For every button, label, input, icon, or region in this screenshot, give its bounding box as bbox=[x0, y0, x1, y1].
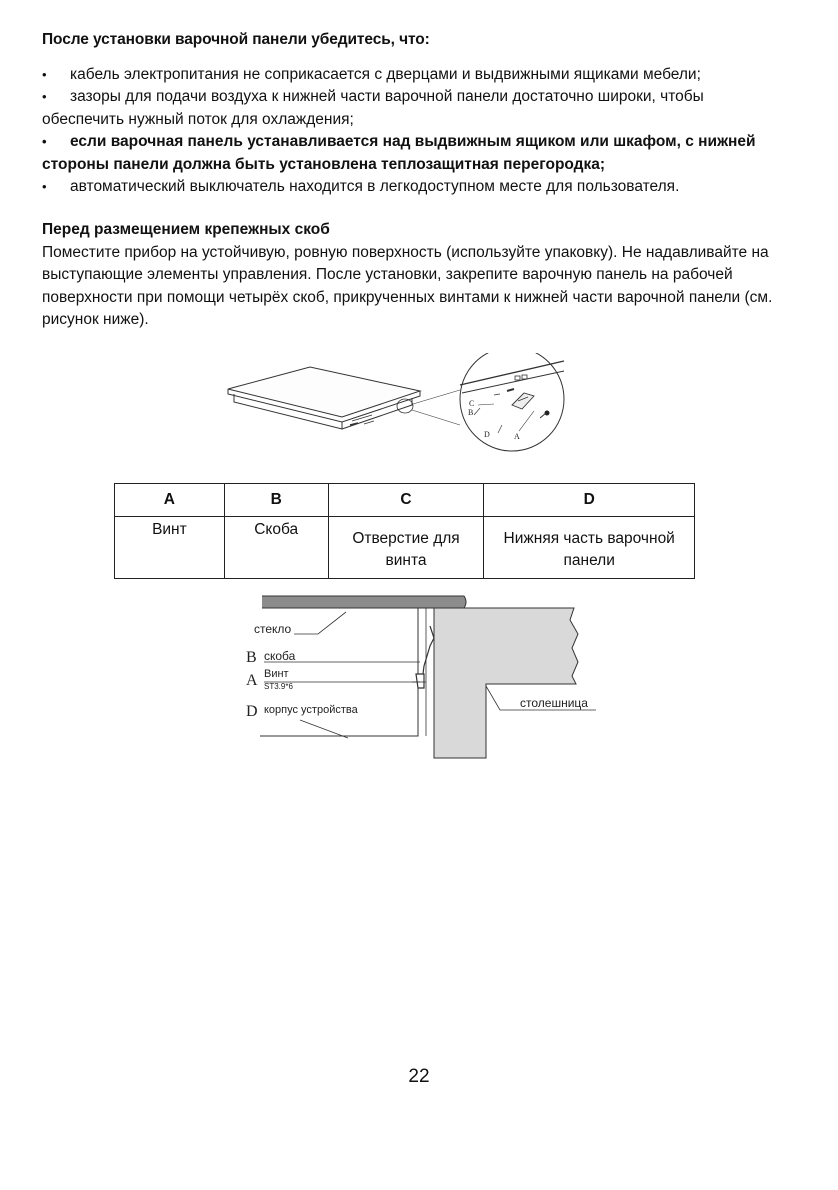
checklist-item: • зазоры для подачи воздуха к нижней части варочной панели достаточно широки, чтобы обеспечить нужный поток для охлаждения; bbox=[42, 88, 704, 128]
table-cell: Нижняя часть варочной панели bbox=[484, 517, 695, 579]
label-screw-spec: ST3.9*6 bbox=[264, 682, 293, 691]
section-title: Перед размещением крепежных скоб bbox=[42, 221, 330, 238]
checklist-item: • кабель электропитания не соприкасается с дверцами и выдвижными ящиками мебели; bbox=[42, 64, 772, 86]
bullet-icon: • bbox=[42, 67, 47, 82]
countertop-block bbox=[434, 608, 578, 758]
checklist-heading: После установки варочной панели убедитесь, что: bbox=[42, 31, 430, 48]
checklist-item-warning: • если варочная панель устанавливается над выдвижным ящиком или шкафом, с нижней стороны панели должна быть установлена теплозащитная перегородка; bbox=[42, 133, 756, 173]
bullet-icon: • bbox=[42, 134, 47, 150]
checklist-item: • автоматический выключатель находится в легкодоступном месте для пользователя. bbox=[42, 176, 772, 198]
hob-bracket-diagram bbox=[222, 353, 574, 453]
table-cell: Скоба bbox=[224, 517, 328, 579]
bracket-section bbox=[42, 219, 782, 332]
hob-perspective bbox=[228, 367, 460, 429]
glass-plate bbox=[262, 596, 466, 608]
label-b: B bbox=[468, 408, 474, 417]
label-bracket: скоба bbox=[264, 649, 296, 663]
table-cell: Винт bbox=[115, 517, 225, 579]
label-d: D bbox=[484, 430, 490, 439]
letter-b: B bbox=[246, 649, 257, 666]
table-header-cell: C bbox=[328, 484, 484, 517]
label-screw: Винт bbox=[264, 668, 289, 680]
bullet-icon: • bbox=[42, 179, 47, 195]
table-cell: Отверстие для винта bbox=[328, 517, 484, 579]
page-number: 22 bbox=[408, 1066, 430, 1087]
table-header-row bbox=[115, 484, 695, 517]
table-header-cell: A bbox=[115, 484, 225, 517]
label-housing: корпус устройства bbox=[264, 704, 358, 716]
mounting-cross-section-diagram bbox=[238, 590, 598, 768]
label-countertop: столешница bbox=[520, 696, 588, 710]
label-a: A bbox=[514, 432, 520, 441]
parts-table bbox=[114, 483, 695, 579]
table-row bbox=[115, 517, 695, 579]
bullet-icon: • bbox=[42, 89, 47, 105]
detail-magnifier bbox=[460, 353, 564, 451]
letter-a: A bbox=[246, 672, 258, 689]
section-body: Поместите прибор на устойчивую, ровную поверхность (используйте упаковку). Не надавливайте на выступающие элементы управления. После установки, закрепите варочную панель на рабочей поверхности при помощи четырёх скоб, прикрученных винтами к нижней части варочной панели (см. рисунок ниже). bbox=[42, 243, 773, 329]
table-header-cell: B bbox=[224, 484, 328, 517]
table-header-cell: D bbox=[484, 484, 695, 517]
label-glass: стекло bbox=[254, 622, 292, 636]
checklist bbox=[42, 64, 772, 198]
label-c: C bbox=[469, 399, 475, 408]
bracket-and-screw bbox=[412, 626, 434, 688]
letter-d: D bbox=[246, 703, 258, 720]
